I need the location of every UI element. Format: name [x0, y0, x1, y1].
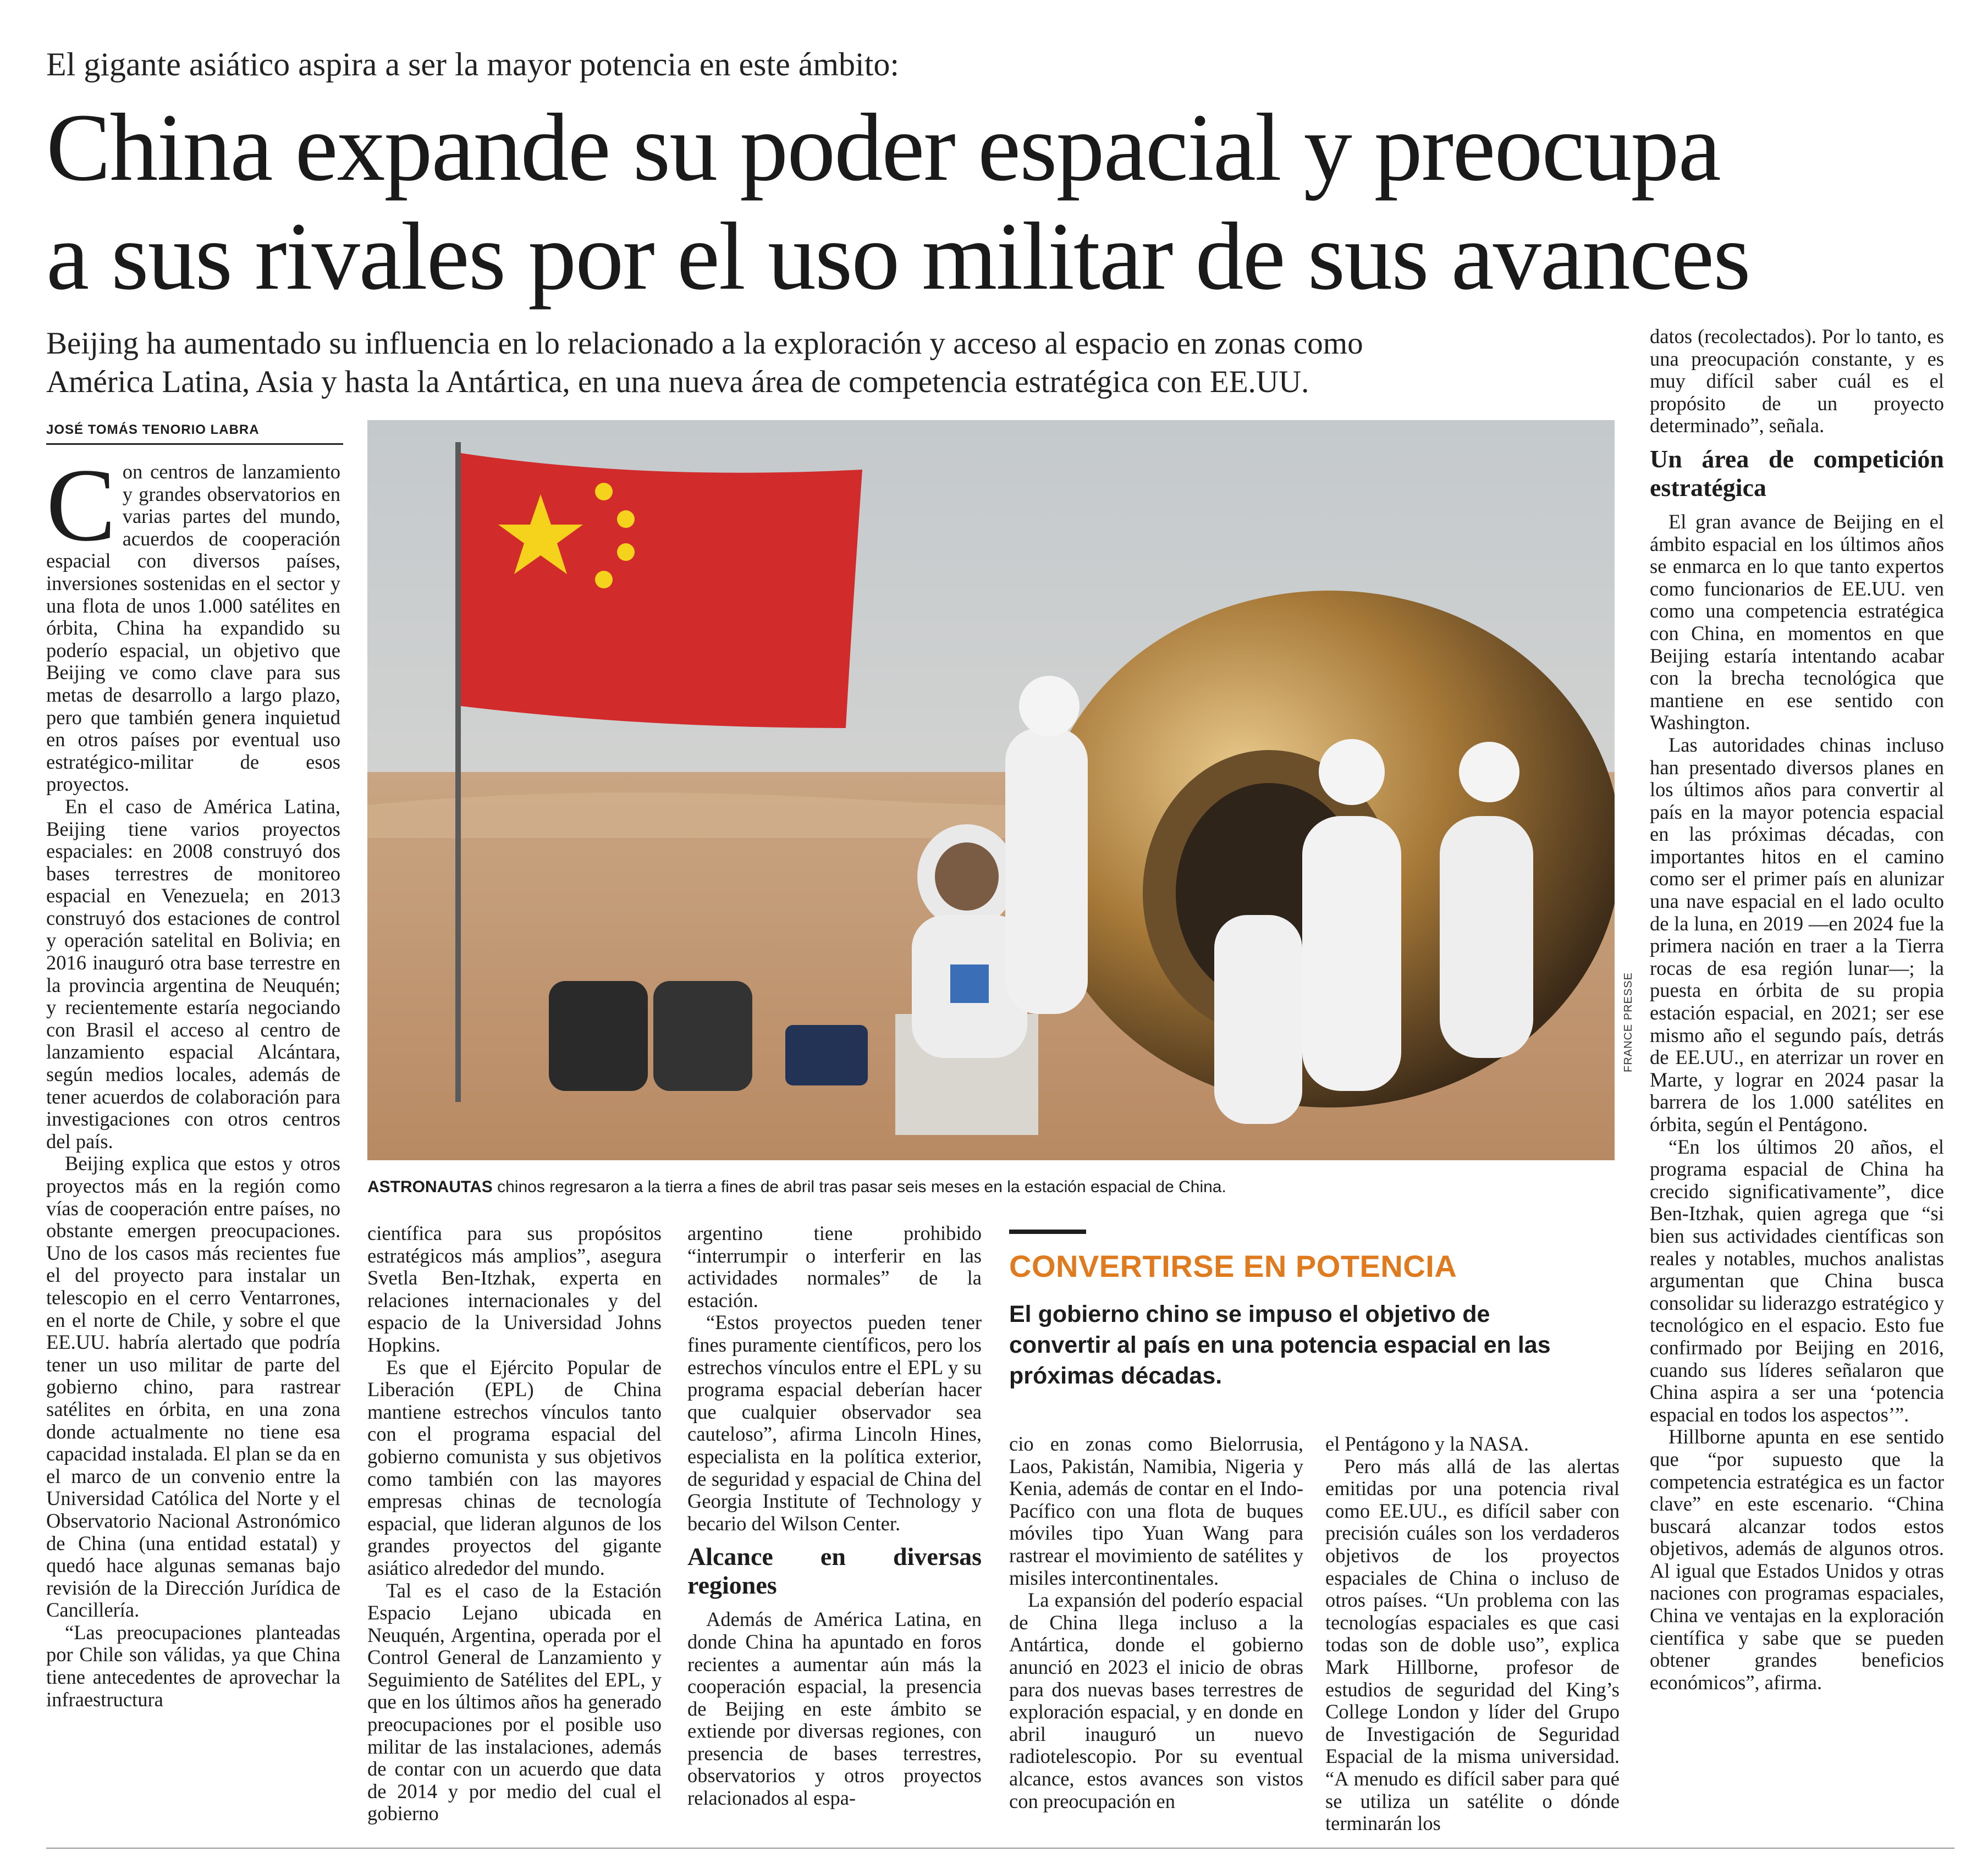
deck-line-1: Beijing ha aumentado su influencia en lo relacionado a la exploración y acceso al espacio en zonas como — [46, 326, 1363, 361]
headline — [46, 93, 1861, 311]
photo-caption — [367, 1177, 1615, 1198]
article-column-3 — [687, 1222, 982, 1810]
paragraph: cio en zonas como Bielorrusia, Laos, Pakistán, Namibia, Nigeria y Kenia, además de contar en el Indo-Pacífico con una flota de buques móviles tipo Yuan Wang para rastrear el movimiento de satélites y misiles intercontinentales. — [1009, 1432, 1303, 1589]
paragraph: El gran avance de Beijing en el ámbito espacial en los últimos años se enmarca en lo que tanto expertos como funcionarios de EE.UU. ven como una competencia estratégica con China, en momentos en que Beijing estaría intentando acabar con la brecha tecnológica que mantiene en ese sentido con Washington. — [1650, 510, 1944, 734]
paragraph: Las autoridades chinas incluso han presentado diversos planes en los últimos años para convertir al país en la mayor potencia espacial en las próximas décadas, con importantes hitos en el camino como ser el primer país en alunizar una nave espacial en el lado oculto de la luna, en 2019 —en 2024 fue la primera nación en traer a la Tierra rocas de esa región lunar—; la puesta en órbita de su propia estación espacial, en 2021; ser ese mismo año el segundo país, detrás de EE.UU., en aterrizar un rover en Marte, y lograr en 2024 pasar la barrera de los 1.000 satélites en órbita, según el Pentágono. — [1650, 733, 1944, 1136]
headline-line-2: a sus rivales por el uso militar de sus avances — [46, 203, 1750, 310]
paragraph: Pero más allá de las alertas emitidas por una potencia rival como EE.UU., es difícil saber con precisión cuáles son los verdaderos objetivos de los proyectos espaciales de China o incluso de otros países. “Un problema con las tecnologías espaciales es que casi todas son de doble uso”, explica Mark Hillborne, profesor de estudios de seguridad del King’s College London y líder del Grupo de Investigación de Seguridad Espacial de la misma universidad. “A menudo es difícil saber para qué se utiliza un satélite o dónde terminarán los — [1325, 1454, 1620, 1835]
deck — [46, 324, 1586, 401]
paragraph: En el caso de América Latina, Beijing tiene varios proyectos espaciales: en 2008 construyó dos bases terrestres de monitoreo espacial en Venezuela; en 2013 construyó dos estaciones de control y operación satelital en Bolivia; en 2016 inauguró otra base terrestre en la provincia argentina de Neuquén; y recientemente estaría negociando con Brasil el acceso al centro de lanzamiento espacial Alcántara, según medios locales, además de tener acuerdos de colaboración para investigaciones con otros centros del país. — [46, 795, 340, 1153]
paragraph: argentino tiene prohibido “interrumpir o interferir en las actividades normales” de la estación. — [687, 1222, 982, 1311]
paragraph: Beijing explica que estos y otros proyectos más en la región como vías de cooperación entre países, no obstante emergen preocupaciones. Uno de los casos más recientes fue el del proyecto para instalar un telescopio en el cerro Ventarrones, en el norte de Chile, y sobre el que EE.UU. habría alertado que podría tener un uso militar de parte del gobierno chino, para rastrear satélites en órbita, en una zona donde actualmente no tiene esa capacidad instalada. El plan se da en el marco de un convenio entre la Universidad Católica del Norte y el Observatorio Nacional Astronómico de China (una entidad estatal) y quedó hace algunas semanas bajo revisión de la Dirección Jurídica de Cancillería. — [46, 1152, 340, 1622]
paragraph: Es que el Ejército Popular de Liberación (EPL) de China mantiene estrechos vínculos tanto con el programa espacial del gobierno comunista y sus objetivos como también con las mayores empresas chinas de tecnología espacial, que lideran algunos de los grandes proyectos del gigante asiático alrededor del mundo. — [367, 1355, 662, 1579]
paragraph: el Pentágono y la NASA. — [1325, 1432, 1529, 1455]
photo-credit: FRANCE PRESSE — [1622, 972, 1634, 1072]
section-subhead: Alcance en diversas regiones — [687, 1542, 982, 1600]
byline: JOSÉ TOMÁS TENORIO LABRA — [46, 422, 343, 445]
drop-cap: C — [46, 448, 116, 563]
paragraph: “Las preocupaciones planteadas por Chile son válidas, ya que China tiene antecedentes de aprovechar la infraestructura — [46, 1621, 340, 1711]
box-rule — [1009, 1230, 1086, 1234]
paragraph: “Estos proyectos pueden tener fines puramente científicos, pero los estrechos vínculos entre el EPL y su programa espacial deberían hacer que cualquier observador sea cauteloso”, afirma Lincoln Hines, especialista en la política exterior, de seguridad y espacial de China del Georgia Institute of Technology y becario del Wilson Center. — [687, 1311, 982, 1535]
bottom-rule — [46, 1848, 1954, 1849]
article-column-2 — [367, 1222, 662, 1825]
paragraph: La expansión del poderío espacial de China llega incluso a la Antártica, donde el gobierno anunció en 2023 el inicio de obras para dos nuevas bases terrestres de exploración espacial, y en donde en abril inauguró un nuevo radiotelescopio. Por su eventual alcance, estos avances son vistos con preocupación en — [1009, 1589, 1303, 1812]
deck-line-2: América Latina, Asia y hasta la Antártica, en una nueva área de competencia estratégica con EE.UU. — [46, 365, 1309, 399]
paragraph: Además de América Latina, en donde China ha apuntado en foros recientes a aumentar aún más la cooperación espacial, la presencia de Beijing en este ámbito se extiende por diversas regiones, con presencia de bases terrestres, observatorios y otros proyectos relacionados al espa- — [687, 1608, 982, 1810]
paragraph: Con centros de lanzamiento y grandes observatorios en varias partes del mundo, acuerdos de cooperación espacial con diversos países, inversiones sostenidas en el sector y una flota de unos 1.000 satélites en órbita, China ha expandido su poderío espacial, un objetivo que Beijing ve como clave para sus metas de desarrollo a largo plazo, pero que también genera inquietud en otros países por eventual uso estratégico-militar de esos proyectos. — [46, 448, 340, 796]
caption-lead: ASTRONAUTAS — [367, 1178, 493, 1196]
article-column-5 — [1325, 1433, 1620, 1835]
kicker: El gigante asiático aspira a ser la mayor potencia en este ámbito: — [46, 46, 900, 82]
section-subhead: Un área de competición estratégica — [1650, 444, 1944, 501]
astronaut-landing-image — [367, 420, 1615, 1160]
article-column-4 — [1009, 1433, 1303, 1812]
box-body: El gobierno chino se impuso el objetivo de convertir al país en una potencia espacial en las próximas décadas. — [1009, 1301, 1551, 1389]
news-photo — [367, 420, 1615, 1160]
box-title: CONVERTIRSE EN POTENCIA — [1009, 1249, 1457, 1283]
article-column-6 — [1650, 326, 1944, 1694]
paragraph: científica para sus propósitos estratégicos más amplios”, asegura Svetla Ben-Itzhak, experta en relaciones internacionales y del espacio de la Universidad Johns Hopkins. — [367, 1222, 662, 1356]
paragraph: Tal es el caso de la Estación Espacio Lejano ubicada en Neuquén, Argentina, operada por el Control General de Lanzamiento y Seguimiento de Satélites del EPL, y que en los últimos años ha generado preocupaciones por el posible uso militar de las instalaciones, además de contar con un acuerdo que data de 2014 y por medio del cual el gobierno — [367, 1579, 662, 1825]
paragraph: datos (recolectados). Por lo tanto, es una preocupación constante, y es muy difícil saber cuál es el propósito de un proyecto determinado”, señala. — [1650, 325, 1944, 437]
paragraph: Hillborne apunta en ese sentido que “por supuesto que la competencia estratégica es un factor clave” en este escenario. “China buscará alcanzar todos estos objetivos, además de algunos otros. Al igual que Estados Unidos y otras naciones con programas espaciales, China ve ventajas en la exploración científica y sabe que se pueden obtener grandes beneficios económicos”, afirma. — [1650, 1425, 1944, 1694]
paragraph: “En los últimos 20 años, el programa espacial de China ha crecido significativamente”, dice Ben-Itzhak, quien agrega que “si bien sus actividades científicas son reales y notables, muchos analistas argumentan que China busca consolidar su liderazgo estratégico y tecnológico en el espacio. Esto fue confirmado por Beijing en 2016, cuando sus líderes señalaron que China aspira a ser una ‘potencia espacial en todos los aspectos’”. — [1650, 1135, 1944, 1426]
caption-text: chinos regresaron a la tierra a fines de abril tras pasar seis meses en la estación espacial de China. — [492, 1178, 1226, 1196]
headline-line-1: China expande su poder espacial y preocupa — [46, 94, 1720, 201]
article-column-1 — [46, 448, 340, 1711]
